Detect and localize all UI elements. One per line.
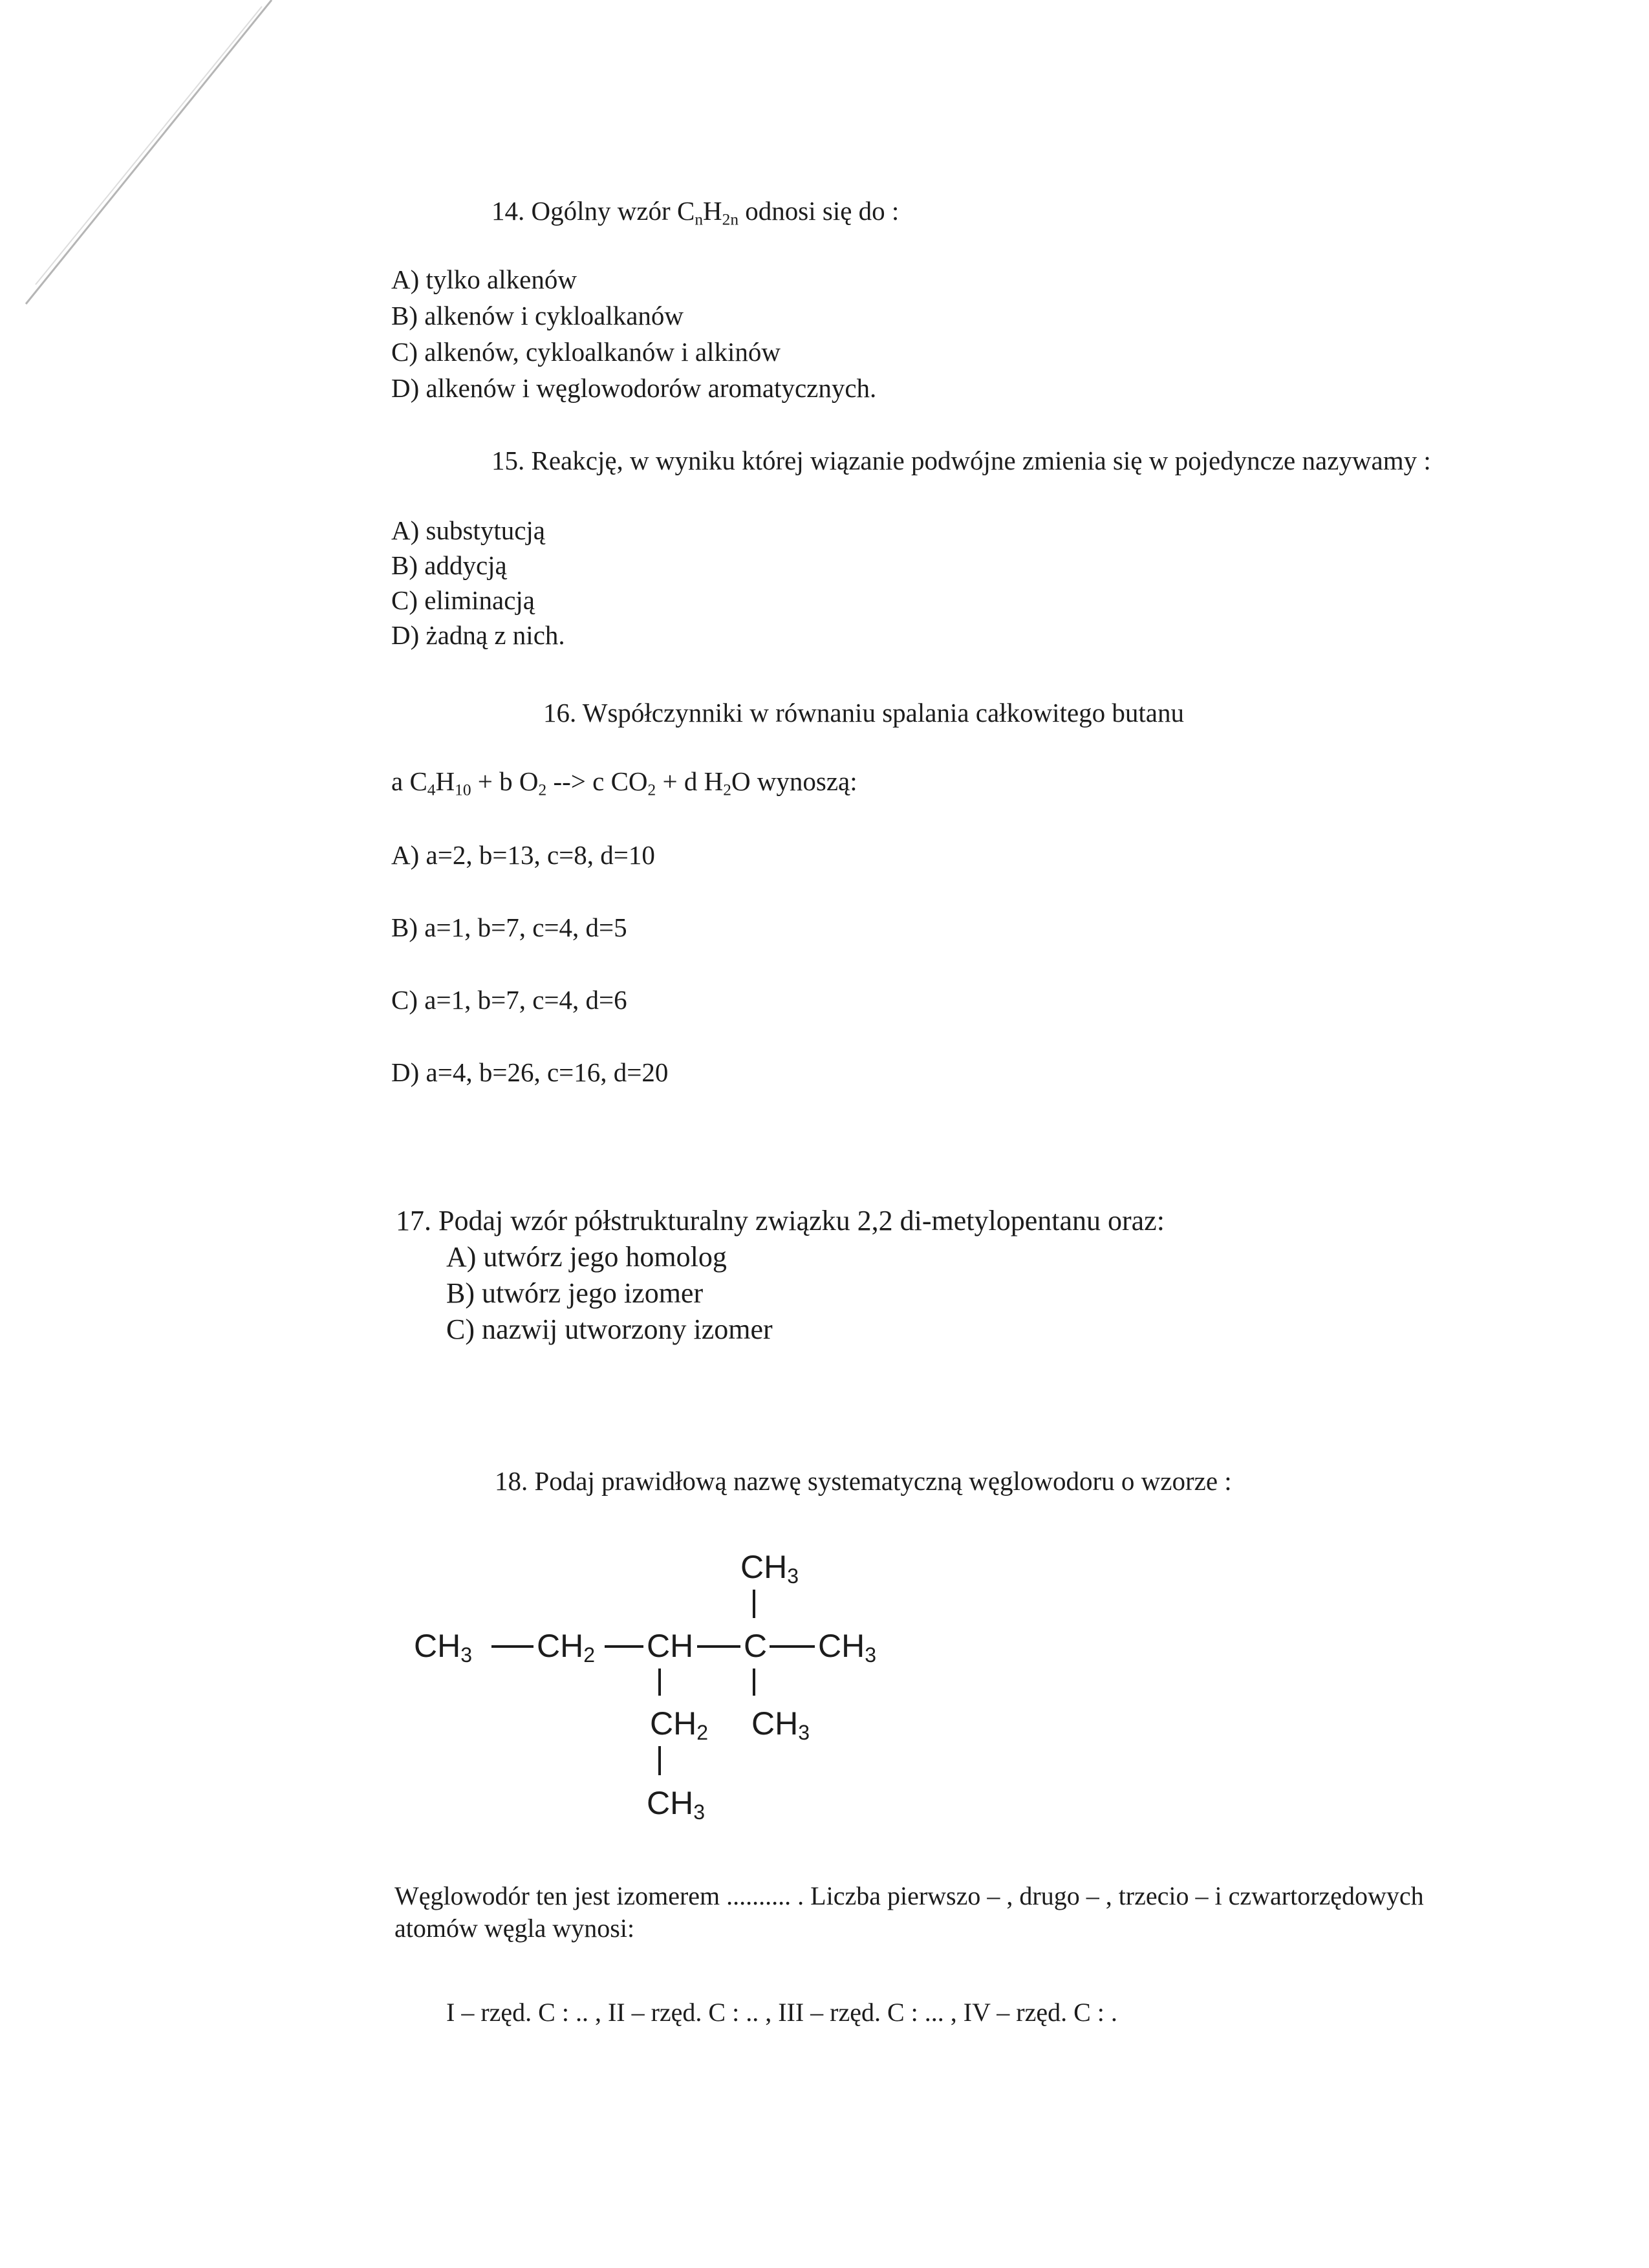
question-18-line-1: Węglowodór ten jest izomerem .......... . Liczba pierwszo – , drugo – , trzecio – i czwartorzędowych <box>394 1881 1424 1910</box>
question-15-option-b: B) addycją <box>391 550 507 580</box>
formula-ch2-main: CH2 <box>537 1628 596 1667</box>
formula-c-quaternary: C <box>744 1628 768 1664</box>
question-15-title: 15. Reakcję, w wyniku której wiązanie podwójne zmienia się w pojedyncze nazywamy : <box>491 446 1431 475</box>
structural-formula <box>388 1533 970 1837</box>
formula-ch3-bottom: CH3 <box>647 1785 706 1824</box>
formula-ch3-left: CH3 <box>414 1628 473 1667</box>
question-15-option-d: D) żadną z nich. <box>391 620 565 650</box>
question-15-option-c: C) eliminacją <box>391 585 535 615</box>
formula-ch3-right: CH3 <box>818 1628 877 1667</box>
question-17-option-a: A) utwórz jego homolog <box>446 1241 727 1273</box>
question-18-title: 18. Podaj prawidłową nazwę systematyczną węglowodoru o wzorze : <box>495 1466 1232 1496</box>
question-14-title: 14. Ogólny wzór $C_nH_{2n}$ odnosi się do : <box>491 196 900 229</box>
question-16-title: 16. Współczynniki w równaniu spalania całkowitego butanu <box>543 698 1184 728</box>
question-15-option-a: A) substytucją <box>391 515 545 545</box>
question-18-line-3: I – rzęd. C : .. , II – rzęd. C : .. , III – rzęd. C : ... , IV – rzęd. C : . <box>446 1998 1117 2027</box>
question-18-line-2: atomów węgla wynosi: <box>394 1914 635 1943</box>
question-14-option-a: A) tylko alkenów <box>391 265 577 294</box>
question-16-option-b: B) a=1, b=7, c=4, d=5 <box>391 913 627 942</box>
question-17-option-c: C) nazwij utworzony izomer <box>446 1313 773 1345</box>
question-16-option-d: D) a=4, b=26, c=16, d=20 <box>391 1057 669 1087</box>
formula-ch3-top: CH3 <box>740 1549 799 1588</box>
question-16-equation: a $C_4H_{10} + b$ $O_2$ --> c $CO_2 + d$ $H_2O$ wynoszą: <box>391 766 857 799</box>
question-17-option-b: B) utwórz jego izomer <box>446 1277 704 1309</box>
formula-ch-main: CH <box>647 1628 694 1664</box>
question-16-option-c: C) a=1, b=7, c=4, d=6 <box>391 985 627 1015</box>
question-17-title: 17. Podaj wzór półstrukturalny związku 2,2 di-metylopentanu oraz: <box>396 1205 1165 1237</box>
question-14-option-c: C) alkenów, cykloalkanów i alkinów <box>391 337 781 367</box>
question-14-option-d: D) alkenów i węglowodorów aromatycznych. <box>391 373 877 403</box>
question-14-option-b: B) alkenów i cykloalkanów <box>391 301 684 330</box>
formula-ch2-branch: CH2 <box>650 1705 709 1744</box>
page-fold-shadow <box>0 0 297 336</box>
question-16-option-a: A) a=2, b=13, c=8, d=10 <box>391 840 655 870</box>
formula-ch3-bottom-right: CH3 <box>751 1705 810 1744</box>
